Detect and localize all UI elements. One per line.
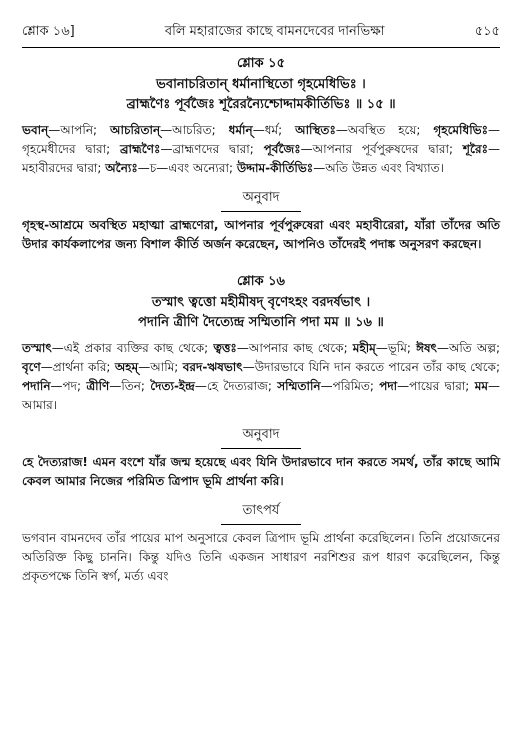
synonym-16-word: তস্মাৎ	[22, 341, 52, 355]
synonym-15-meaning: —আপনার পূর্বপুরুষদের দ্বারা;	[300, 142, 463, 156]
synonym-15-word: উদ্দাম-কীর্তিভিঃ	[236, 161, 314, 175]
synonym-15-meaning: —ব্রাহ্মণদের দ্বারা;	[160, 142, 264, 156]
verse-16-translation-heading: অনুবাদ	[221, 425, 301, 449]
synonym-16-meaning: —উদারভাবে যিনি দান করতে পারেন তাঁর কাছ থেকে;	[242, 360, 501, 374]
running-header	[22, 22, 500, 48]
verse-16-heading: শ্লোক ১৬	[236, 274, 286, 289]
synonym-15-word: অন্যৈঃ	[105, 161, 138, 175]
header-chapter-title: বলি মহারাজের কাছে বামনদেবের দানভিক্ষা	[164, 24, 385, 39]
synonym-15-meaning: —আচরিত;	[160, 123, 229, 137]
synonym-16-word: পদা	[379, 379, 398, 393]
synonym-16-word: দৈত্য-ইন্দ্র	[150, 379, 195, 393]
synonym-15-word: আচরিতান্	[109, 123, 161, 137]
synonym-15-meaning: —অতি উন্নত এবং বিখ্যাত।	[313, 161, 444, 175]
synonym-16-word: বরদ-ঋষভাৎ	[182, 360, 243, 374]
synonym-16-word: ঈষৎ	[416, 341, 437, 355]
synonym-16-word: ত্রীণি	[86, 379, 110, 393]
synonym-15-meaning: —আপনি;	[48, 123, 110, 137]
synonym-16-meaning: —এই প্রকার ব্যক্তির কাছ থেকে;	[51, 341, 214, 355]
synonym-15-word: ব্রাহ্মণৈঃ	[119, 142, 161, 156]
synonym-15-meaning: —মহাবীরদের দ্বারা;	[22, 142, 500, 175]
synonym-15-word: গৃহমেধিভিঃ	[433, 123, 488, 137]
synonym-15-word: শূরৈঃ	[462, 142, 488, 156]
header-verse-ref: শ্লোক ১৬]	[22, 24, 75, 39]
synonym-16-meaning: —পদ;	[50, 379, 87, 393]
synonym-15-meaning: —চ—এবং অন্যেরা;	[137, 161, 237, 175]
synonym-16-meaning: —পায়ের দ্বারা;	[397, 379, 475, 393]
verse-16-line-1: তস্মাৎ ত্বত্তো মহীমীষদ্ বৃণেঽহং বরদর্ষভাৎ ।	[151, 295, 371, 310]
synonym-16-word: পদানি	[22, 379, 51, 393]
verse-16-synonyms	[22, 339, 500, 415]
synonym-16-word: বৃণে	[22, 360, 41, 374]
synonym-16-meaning: —আমার।	[22, 379, 501, 412]
synonym-15-meaning: —ধর্ম;	[252, 123, 296, 137]
synonym-16-meaning: —পরিমিত;	[320, 379, 380, 393]
verse-16-purport: ভগবান বামনদেব তাঁর পায়ের মাপ অনুসারে কেবল ত্রিপাদ ভূমি প্রার্থনা করেছিলেন। তিনি প্রয়োজনের অতিরিক্ত কিছু চাননি। কিন্তু যদিও তিনি একজন সাধারণ নরশিশুর রূপ ধারণ করেছিলেন, কিন্তু প্রকৃতপক্ষে তিনি স্বর্গ, মর্ত্য এবং	[22, 531, 500, 583]
verse-15-heading: শ্লোক ১৫	[236, 56, 286, 71]
synonym-16-word: মম	[474, 379, 489, 393]
synonym-16-meaning: —আপনার কাছ থেকে;	[236, 341, 353, 355]
synonym-16-word: ত্বত্তঃ	[213, 341, 237, 355]
verse-15-synonyms	[22, 121, 500, 178]
synonym-15-meaning: —গৃহমেধীদের দ্বারা;	[22, 123, 500, 156]
verse-16-purport-heading: তাৎপর্য	[221, 501, 301, 525]
verse-15-line-1: ভবানাচরিতান্ ধর্মানাস্থিতো গৃহমেধিভিঃ ।	[156, 77, 366, 92]
synonym-16-meaning: —তিন;	[109, 379, 151, 393]
verse-15-line-2: ব্রাহ্মণৈঃ পূর্বজৈঃ শূরৈরন্যৈশ্চোদ্দামকীর্তিভিঃ ॥ ১৫ ॥	[126, 97, 396, 112]
synonym-16-meaning: —আমি;	[138, 360, 183, 374]
book-page	[22, 22, 500, 586]
synonym-15-word: ধর্মান্	[228, 123, 253, 137]
header-page-number: ৫১৫	[474, 24, 500, 39]
synonym-15-word: আস্থিতঃ	[295, 123, 336, 137]
synonym-16-word: মহীম্	[352, 341, 376, 355]
verse-15-translation-heading: অনুবাদ	[221, 188, 301, 212]
verse-16-line-2: পদানি ত্রীণি দৈত্যেন্দ্র সম্মিতানি পদা মম ॥ ১৬ ॥	[138, 315, 384, 330]
synonym-16-word: সম্মিতানি	[277, 379, 321, 393]
synonym-15-word: ভবান্	[22, 123, 49, 137]
synonym-16-meaning: —ভূমি;	[375, 341, 417, 355]
verse-16-translation: হে দৈত্যরাজ! এমন বংশে যাঁর জন্ম হয়েছে এবং যিনি উদারভাবে দান করতে সমর্থ, তাঁর কাছে আমি কেবল আমার নিজের পরিমিত ত্রিপাদ ভূমি প্রার্থনা করি।	[22, 455, 500, 488]
synonym-15-meaning: —অবস্থিত হয়ে;	[335, 123, 434, 137]
synonym-16-meaning: —হে দৈত্যরাজ;	[194, 379, 278, 393]
synonym-15-word: পূর্বজৈঃ	[263, 142, 301, 156]
synonym-16-meaning: —প্রার্থনা করি;	[40, 360, 115, 374]
synonym-16-meaning: —অতি অল্প;	[436, 341, 500, 355]
verse-15-translation: গৃহস্থ-আশ্রমে অবস্থিত মহাত্মা ব্রাহ্মণেরা, আপনার পূর্বপুরুষেরা এবং মহাবীরেরা, যাঁরা তাঁদের অতি উদার কার্যকলাপের জন্য বিশাল কীর্তি অর্জন করেছেন, আপনিও তাঁদেরই পদাঙ্ক অনুসরণ করছেন।	[22, 218, 500, 251]
synonym-16-word: অহম্	[114, 360, 139, 374]
